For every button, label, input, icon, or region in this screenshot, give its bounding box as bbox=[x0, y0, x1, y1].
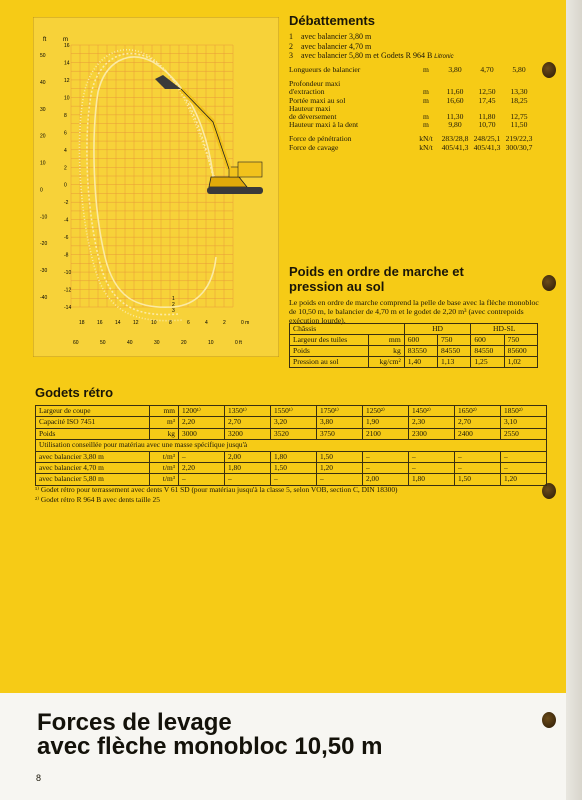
binder-hole-icon bbox=[542, 712, 556, 728]
y-tick-m: 6 bbox=[64, 130, 67, 137]
debattements-list bbox=[289, 32, 539, 63]
x-tick-m: 4 bbox=[205, 320, 208, 326]
y-tick-m: 0 bbox=[64, 182, 67, 189]
x-tick-m: 2 bbox=[223, 320, 226, 326]
table-row: Hauteur maxi à la dent m 9,80 10,70 11,50 bbox=[289, 120, 528, 130]
buckets-table bbox=[35, 405, 547, 486]
y-tick-ft: 0 bbox=[40, 187, 43, 194]
x-tick-m: 10 bbox=[151, 320, 157, 326]
dimensions-table bbox=[289, 66, 535, 152]
m-unit-label: m bbox=[63, 37, 68, 43]
y-tick-m: 14 bbox=[64, 60, 70, 67]
list-item: 1 avec balancier 3,80 m bbox=[289, 32, 372, 41]
table-row: Force de pénétration kN/t 283/28,8 248/25,1 219/22,3 bbox=[289, 134, 533, 144]
x-tick-m: 0 m bbox=[241, 320, 250, 326]
x-tick-m: 18 bbox=[79, 320, 85, 326]
x-tick-m: 6 bbox=[187, 320, 190, 326]
y-tick-m: -8 bbox=[64, 252, 69, 259]
y-tick-ft: 30 bbox=[40, 106, 46, 113]
table-row: Profondeur maxi bbox=[289, 79, 341, 89]
x-tick-ft: 50 bbox=[100, 340, 106, 346]
litronic-logo: Litronic bbox=[434, 54, 454, 60]
y-tick-m: -4 bbox=[64, 217, 69, 224]
footnotes bbox=[35, 485, 398, 504]
footnote: ²⁾ Godet rétro R 964 B avec dents taille 25 bbox=[35, 494, 160, 504]
table-row: d'extraction m 11,60 12,50 13,30 bbox=[289, 87, 528, 97]
table-row: Largeur des tuiles mm 600 750 600 750 bbox=[290, 335, 538, 346]
y-tick-m: -14 bbox=[64, 305, 72, 311]
table-row: Châssis HD HD-SL bbox=[290, 324, 538, 335]
debattements-title: Débattements bbox=[289, 13, 375, 28]
y-tick-ft: -10 bbox=[40, 214, 48, 221]
table-row: avec balancier 3,80 m t/m³ – 2,00 1,80 1,50 – – – – bbox=[36, 451, 547, 462]
y-tick-m: -12 bbox=[64, 287, 72, 294]
table-row: avec balancier 5,80 m t/m³ – – – – 2,00 1,80 1,50 1,20 bbox=[36, 474, 547, 485]
binder-hole-icon bbox=[542, 62, 556, 78]
y-tick-m: 8 bbox=[64, 112, 67, 119]
x-tick-m: 16 bbox=[97, 320, 103, 326]
list-item: 3 avec balancier 5,80 m et Godets R 964 B Litronic bbox=[289, 51, 454, 60]
poids-title: Poids en ordre de marche et pression au sol bbox=[289, 264, 464, 294]
x-tick-ft: 30 bbox=[154, 340, 160, 346]
y-tick-m: 10 bbox=[64, 95, 70, 102]
debattements-section bbox=[289, 13, 539, 63]
weight-pressure-table bbox=[289, 323, 538, 368]
table-row: Poids kg 83550 84550 84550 85600 bbox=[290, 346, 538, 357]
binder-hole-icon bbox=[542, 275, 556, 291]
y-tick-m: 16 bbox=[64, 43, 70, 49]
curve-label-2: 2 bbox=[172, 302, 175, 308]
x-tick-m: 14 bbox=[115, 320, 121, 326]
x-tick-ft: 0 ft bbox=[235, 340, 242, 346]
x-tick-ft: 60 bbox=[73, 340, 79, 346]
y-tick-m: 12 bbox=[64, 77, 70, 84]
y-tick-ft: 50 bbox=[40, 53, 46, 59]
y-tick-ft: -40 bbox=[40, 295, 48, 301]
y-tick-m: -2 bbox=[64, 200, 69, 207]
page-number: 8 bbox=[36, 773, 42, 783]
y-tick-ft: 20 bbox=[40, 133, 46, 140]
y-tick-ft: -30 bbox=[40, 268, 48, 275]
poids-paragraph: Le poids en ordre de marche comprend la pelle de base avec la flèche monobloc de 10,50 m, le balancier de 4,70 m et le godet de 2,20 m³ (avec contrepoids exécution lourde). bbox=[289, 298, 539, 326]
y-tick-m: -6 bbox=[64, 235, 69, 242]
x-tick-ft: 20 bbox=[181, 340, 187, 346]
curve-label-1: 1 bbox=[172, 296, 175, 302]
digging-envelope-diagram bbox=[33, 17, 279, 362]
ft-unit-label: ft bbox=[43, 37, 47, 43]
page-edge bbox=[566, 0, 582, 800]
curve-label-3: 3 bbox=[172, 308, 175, 314]
section-heading: Forces de levage avec flèche monobloc 10,50 m bbox=[37, 709, 383, 760]
table-row: Pression au sol kg/cm² 1,40 1,13 1,25 1,02 bbox=[290, 357, 538, 368]
table-row: Force de cavage kN/t 405/41,3 405/41,3 300/30,7 bbox=[289, 142, 533, 152]
x-tick-ft: 10 bbox=[208, 340, 214, 346]
table-row: Longueurs de balancier m 3,80 4,70 5,80 bbox=[289, 65, 526, 74]
table-row: Portée maxi au sol m 16,60 17,45 18,25 bbox=[289, 95, 528, 105]
godets-title: Godets rétro bbox=[35, 385, 114, 400]
godets-section bbox=[35, 385, 547, 486]
curve-numbers bbox=[172, 296, 175, 314]
y-tick-ft: 10 bbox=[40, 160, 46, 167]
table-row: Capacité ISO 7451 m³ 2,20 2,70 3,20 3,80 1,90 2,30 2,70 3,10 bbox=[36, 417, 547, 428]
list-item: 2 avec balancier 4,70 m bbox=[289, 41, 372, 51]
table-row: Hauteur maxi bbox=[289, 103, 331, 113]
y-tick-ft: 40 bbox=[40, 79, 46, 86]
footnote: ¹⁾ Godet rétro pour terrassement avec dents V 61 SD (pour matériau jusqu'à la classe 5, selon VOB, section C, DIN 18300) bbox=[35, 485, 398, 494]
poids-section bbox=[289, 264, 539, 326]
table-row: Largeur de coupe mm 1200¹⁾ 1350¹⁾ 1550¹⁾ 1750¹⁾ 1250²⁾ 1450²⁾ 1650²⁾ 1850²⁾ bbox=[36, 406, 547, 417]
x-tick-m: 8 bbox=[169, 320, 172, 326]
y-tick-m: -10 bbox=[64, 270, 72, 277]
y-tick-ft: -20 bbox=[40, 241, 48, 248]
y-tick-m: 4 bbox=[64, 147, 67, 154]
table-row: de déversement m 11,30 11,80 12,75 bbox=[289, 112, 528, 122]
x-tick-m: 12 bbox=[133, 320, 139, 326]
table-row: Utilisation conseillée pour matériau avec une masse spécifique jusqu'à bbox=[36, 440, 547, 451]
x-tick-ft: 40 bbox=[127, 340, 133, 346]
table-row: avec balancier 4,70 m t/m³ 2,20 1,80 1,50 1,20 – – – – bbox=[36, 463, 547, 474]
y-tick-m: 2 bbox=[64, 165, 67, 172]
table-row: Poids kg 3000 3200 3520 3750 2100 2300 2400 2550 bbox=[36, 428, 547, 439]
